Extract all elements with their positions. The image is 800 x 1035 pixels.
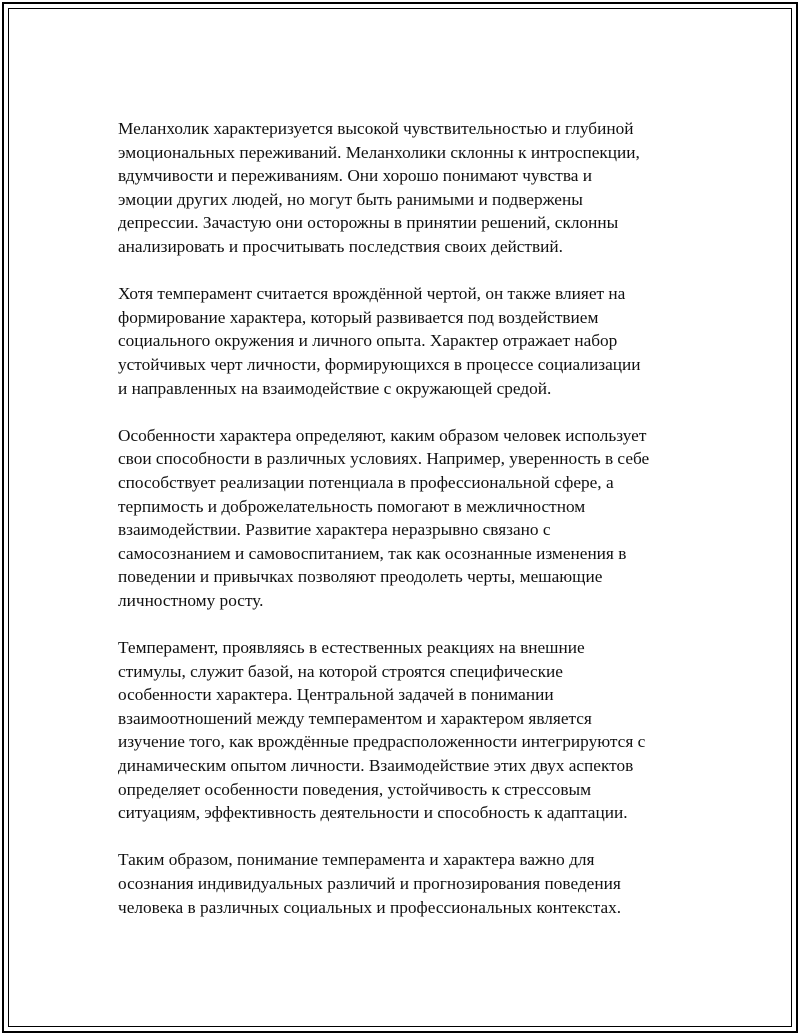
- paragraph-temperament-base: Темперамент, проявляясь в естественных реакциях на внешние стимулы, служит базой, на которой строятся специфические особенности характера. Центральной задачей в понимании взаимоотношений между темпераментом и характером является изучение того, как врождённые предрасположенности интегрируются с динамическим опытом личности. Взаимодействие этих двух аспектов определяет особенности поведения, устойчивость к стрессовым ситуациям, эффективность деятельности и способность к адаптации.: [118, 638, 646, 823]
- document-body: [118, 117, 698, 943]
- paragraph-conclusion: Таким образом, понимание темперамента и характера важно для осознания индивидуальных различий и прогнозирования поведения человека в различных социальных и профессиональных контекстах.: [118, 850, 622, 917]
- paragraph-temperament-character: Хотя темперамент считается врождённой чертой, он также влияет на формирование характера, который развивается под воздействием социального окружения и личного опыта. Характер отражает набор устойчивых черт личности, формирующихся в процессе социализации и направленных на взаимодействие с окружающей средой.: [118, 284, 641, 398]
- paragraph-melancholic: Меланхолик характеризуется высокой чувствительностью и глубиной эмоциональных переживаний. Меланхолики склонны к интроспекции, вдумчивости и переживаниям. Они хорошо понимают чувства и эмоции других людей, но могут быть ранимыми и подвержены депрессии. Зачастую они осторожны в принятии решений, склонны анализировать и просчитывать последствия своих действий.: [118, 119, 640, 256]
- paragraph-character-features: Особенности характера определяют, каким образом человек использует свои способности в различных условиях. Например, уверенность в себе способствует реализации потенциала в профессиональной сфере, а терпимость и доброжелательность помогают в межличностном взаимодействии. Развитие характера неразрывно связано с самосознанием и самовоспитанием, так как осознанные изменения в поведении и привычках позволяют преодолеть черты, мешающие личностному росту.: [118, 425, 650, 610]
